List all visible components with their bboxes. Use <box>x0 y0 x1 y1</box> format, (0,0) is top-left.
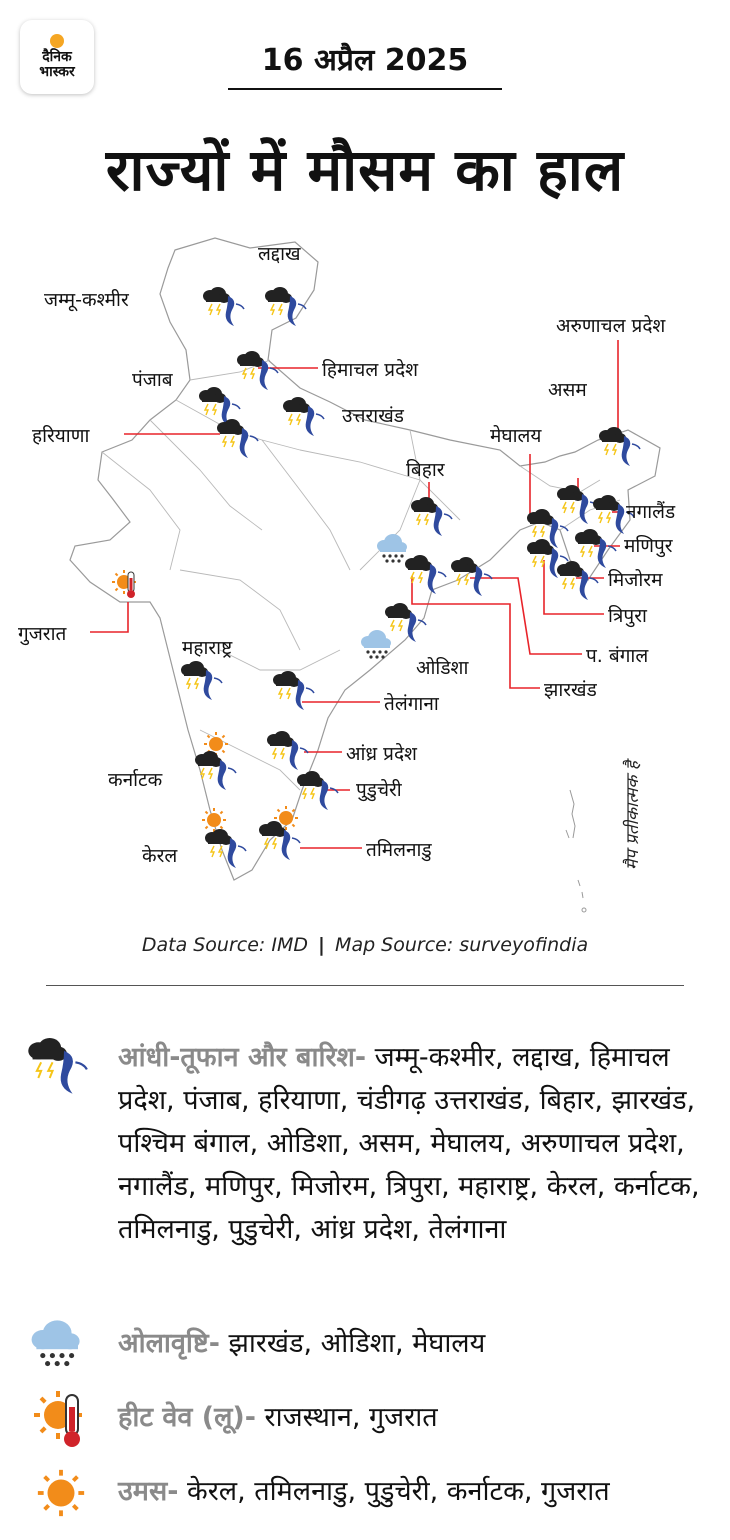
label-bihar: बिहार <box>406 459 445 481</box>
label-arunachal: अरुणाचल प्रदेश <box>556 315 666 337</box>
legend-heading: हीट वेव (लू)- <box>118 1402 256 1433</box>
logo-line2: भास्कर <box>39 64 75 80</box>
andaman-nicobar-islands <box>566 790 586 912</box>
legend-humidity <box>118 1470 718 1513</box>
section-divider <box>46 985 684 986</box>
date-heading: 16 अप्रैल 2025 <box>261 43 469 78</box>
label-jammu-kashmir: जम्मू-कश्मीर <box>44 289 129 311</box>
legend-text: झारखंड, ओडिशा, मेघालय <box>219 1328 486 1359</box>
logo-sun-icon <box>50 34 64 48</box>
source-line <box>0 934 730 956</box>
label-jharkhand: झारखंड <box>544 679 597 701</box>
label-meghalaya: मेघालय <box>490 425 542 447</box>
label-maharashtra: महाराष्ट्र <box>182 637 233 659</box>
label-manipur: मणिपुर <box>624 535 673 557</box>
label-tripura: त्रिपुरा <box>608 605 647 627</box>
label-telangana: तेलंगाना <box>384 693 439 715</box>
map-disclaimer: मैप प्रतीकात्मक है <box>623 761 643 870</box>
date-underline <box>228 88 502 90</box>
label-punjab: पंजाब <box>132 369 173 391</box>
legend-text: राजस्थान, गुजरात <box>255 1402 438 1433</box>
label-himachal: हिमाचल प्रदेश <box>322 359 419 381</box>
label-ladakh: लद्दाख <box>258 243 301 265</box>
label-karnataka: कर्नाटक <box>108 769 163 791</box>
label-west-bengal: प. बंगाल <box>586 645 649 667</box>
sun-icon <box>34 1466 88 1520</box>
label-kerala: केरल <box>142 845 178 867</box>
legend-text: जम्मू-कश्मीर, लद्दाख, हिमाचल प्रदेश, पंजाब, हरियाणा, चंडीगढ़ उत्तराखंड, बिहार, झारखंड, पश्चिम बंगाल, ओडिशा, असम, मेघालय, अरुणाचल प्रदेश, नगालैंड, मणिपुर, मिजोरम, त्रिपुरा, महाराष्ट्र, केरल, कर्नाटक, तमिलनाडु, पुडुचेरी, आंध्र प्रदेश, तेलंगाना <box>118 1042 700 1245</box>
legend-hail <box>118 1322 718 1365</box>
legend-heading: आंधी-तूफान और बारिश- <box>118 1042 367 1073</box>
legend-heatwave <box>118 1396 718 1439</box>
label-tamilnadu: तमिलनाडु <box>366 839 432 861</box>
source-separator: | <box>318 934 325 956</box>
label-haryana: हरियाणा <box>32 425 90 447</box>
hail-icon <box>30 1316 94 1376</box>
heatwave-thermometer-icon <box>30 1384 90 1454</box>
label-nagaland: नगालैंड <box>626 501 676 523</box>
dainik-bhaskar-logo <box>20 20 94 94</box>
label-odisha: ओडिशा <box>416 657 469 679</box>
legend-text: केरल, तमिलनाडु, पुडुचेरी, कर्नाटक, गुजरात <box>178 1476 610 1507</box>
label-andhra: आंध्र प्रदेश <box>346 743 417 765</box>
label-mizoram: मिजोरम <box>608 569 663 591</box>
thunderstorm-icon <box>24 1030 104 1106</box>
label-puducherry: पुडुचेरी <box>356 779 402 801</box>
legend-heading: ओलावृष्टि- <box>118 1328 220 1359</box>
data-source: Data Source: IMD <box>141 934 308 956</box>
legend-thunderstorm <box>118 1036 718 1251</box>
page-title: राज्यों में मौसम का हाल <box>105 136 625 204</box>
label-gujarat: गुजरात <box>18 623 67 645</box>
legend-heading: उमस- <box>118 1476 179 1507</box>
map-source: Map Source: surveyofindia <box>335 934 589 956</box>
logo-line1: दैनिक <box>42 49 72 65</box>
label-uttarakhand: उत्तराखंड <box>342 405 404 427</box>
label-assam: असम <box>548 379 587 401</box>
